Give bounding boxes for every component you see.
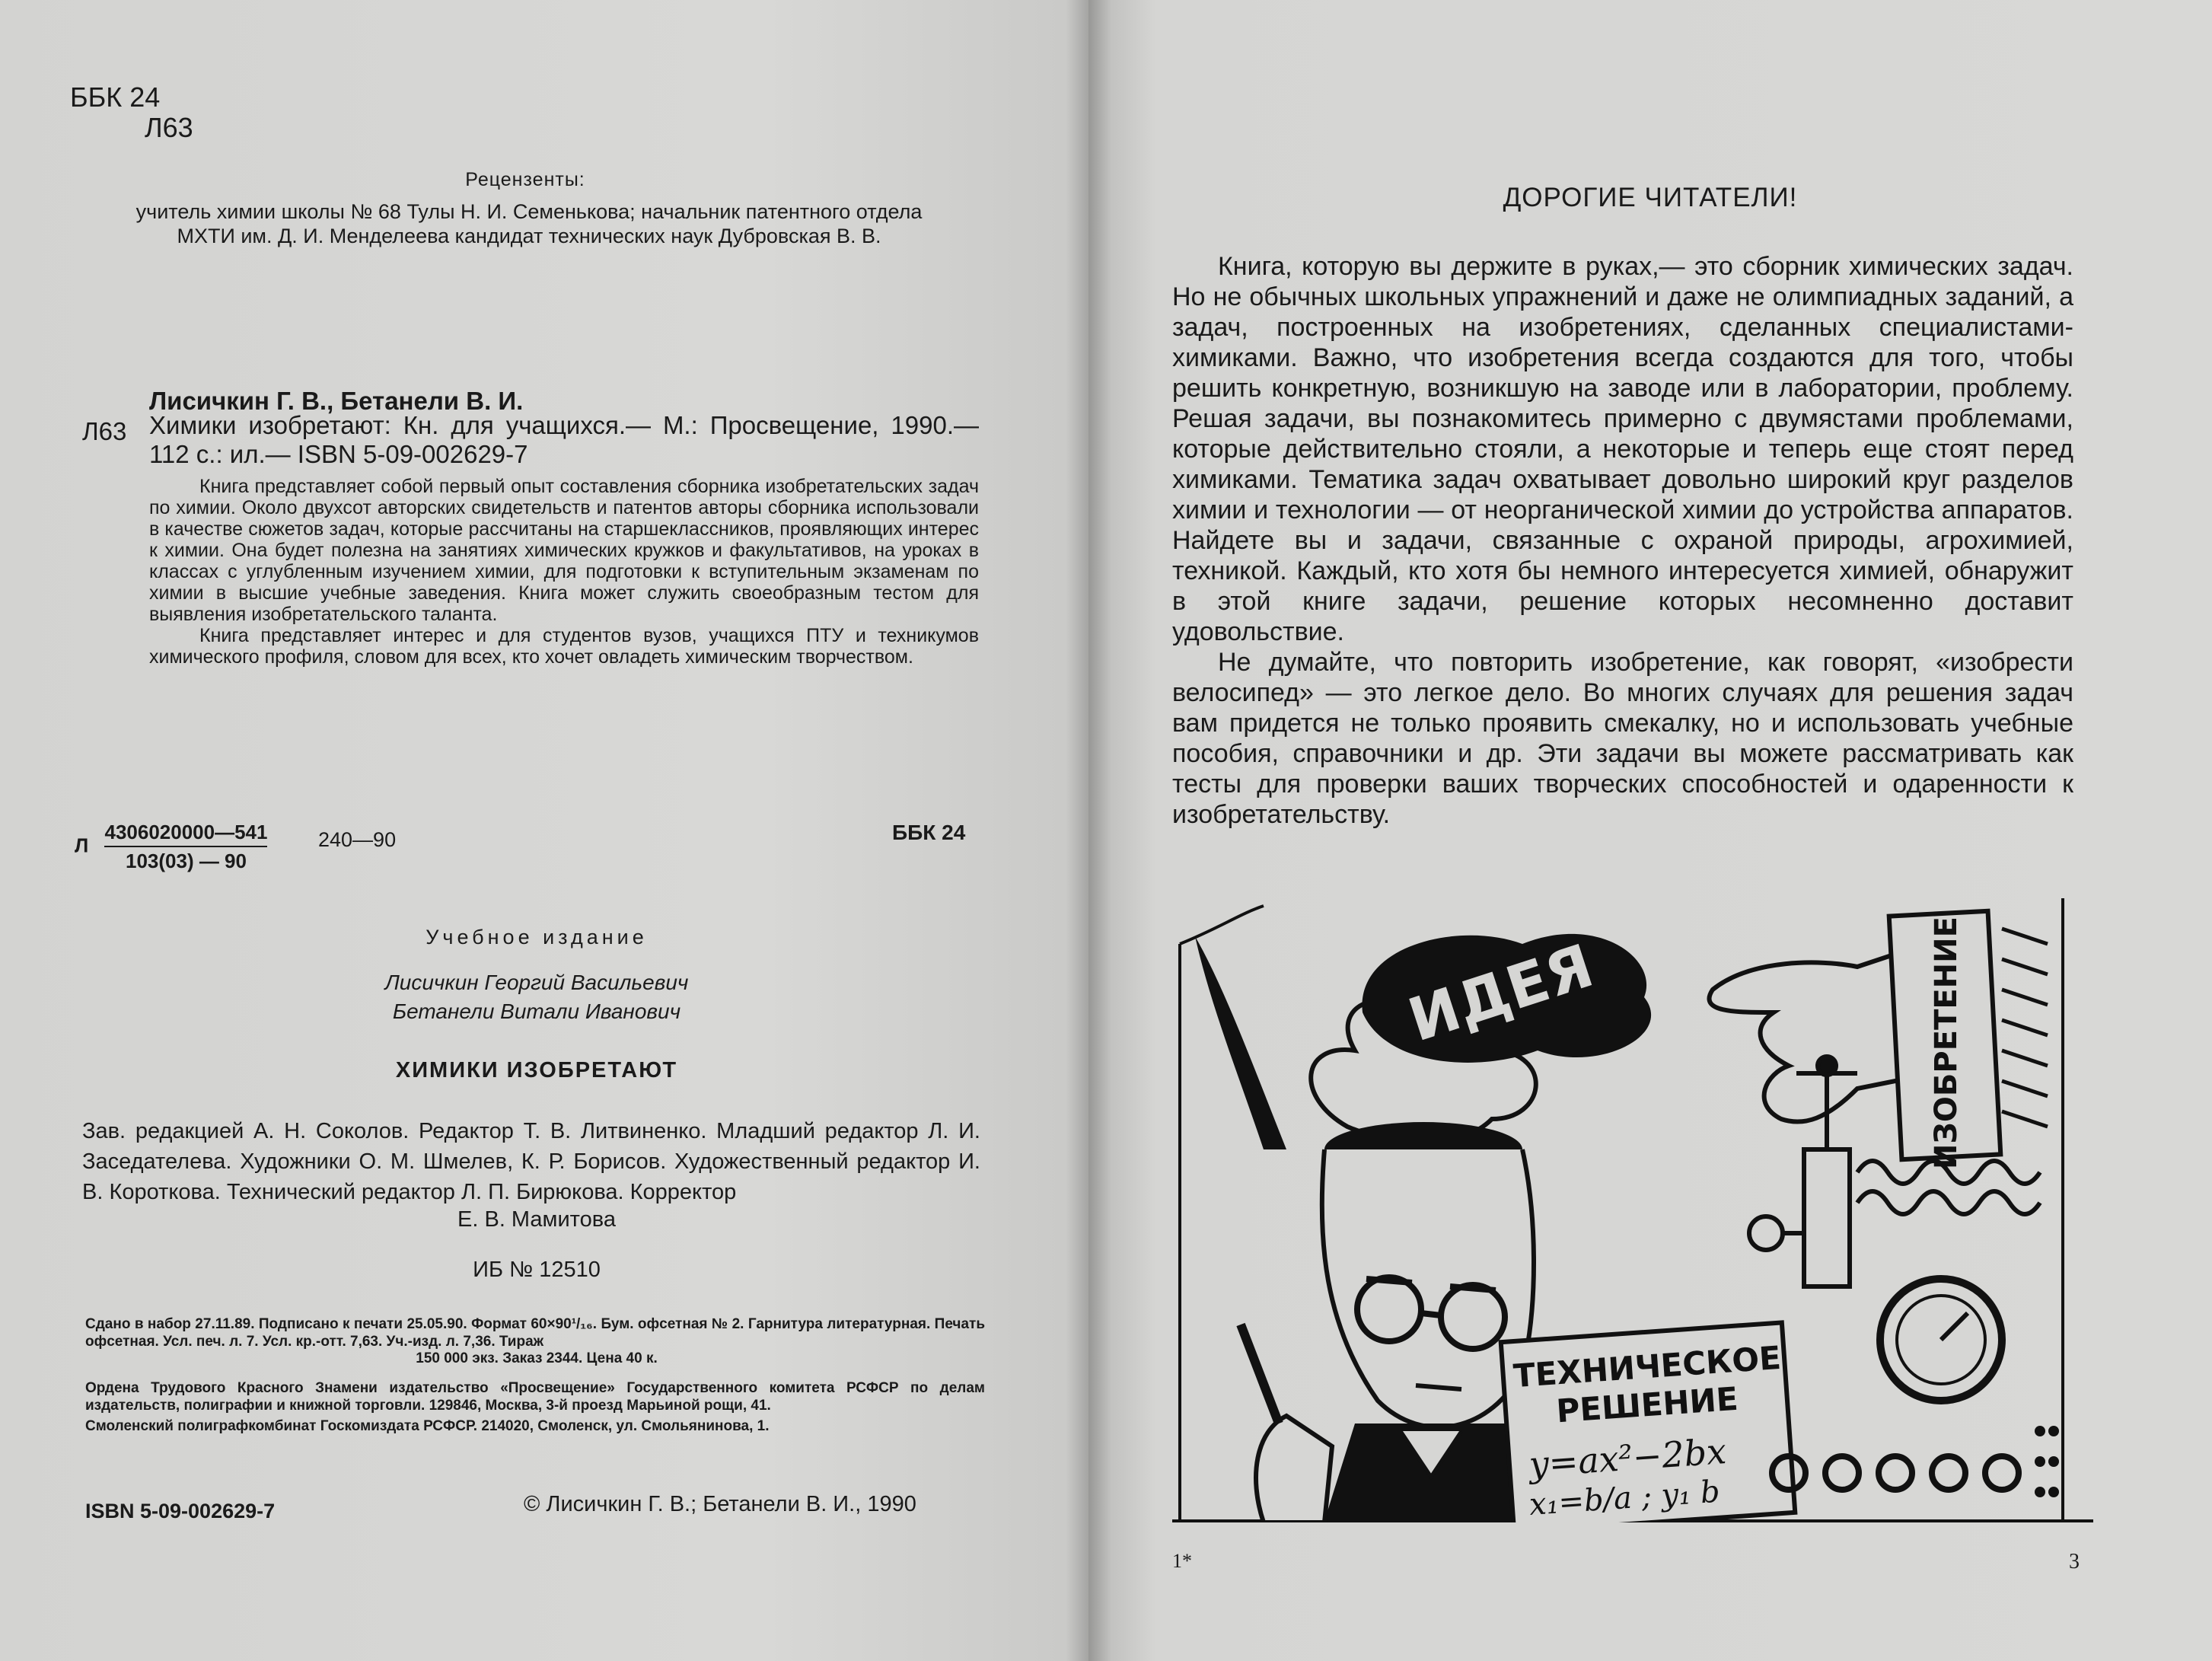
reviewers-text: учитель химии школы № 68 Тулы Н. И. Семенькова; начальник патентного отдела МХТИ им. Д. И. Менделеева кандидат технических наук Дубровская В. В.	[135, 200, 923, 247]
gears	[1772, 1456, 2019, 1490]
formula-line-2: x₁=b/a ; y₁ b	[1528, 1474, 1721, 1522]
editorial-staff-last: Е. В. Мамитова	[457, 1207, 616, 1232]
classification-bbk: ББК 24	[892, 821, 966, 844]
bbk-index	[70, 82, 193, 143]
authors-full-names	[0, 968, 1073, 1026]
annotation-paragraph: Книга представляет собой первый опыт составления сборника изобретательских задач по химии. Около двухсот авторских свидетельств и патентов авторы сборника использовали в качестве сюжетов задач, которые рассчитаны на старшеклассников, проявляющих интерес к химии. Она будет полезна на занятиях химических кружков и факультативов, на уроках в классах с углубленным изучением химии, для подготовки к вступительным экзаменам по химии в высшие учебные заведения. Книга может служить своеобразным тестом для выявления изобретательского таланта.	[149, 476, 979, 625]
authors-heading: Лисичкин Г. В., Бетанели В. И.	[149, 387, 524, 415]
author-mark: Л63	[145, 112, 193, 143]
annotation	[149, 476, 979, 668]
paper-line-1: ТЕХНИЧЕСКОЕ	[1512, 1338, 1783, 1395]
lid-flap	[1195, 936, 1286, 1149]
book-gutter	[1066, 0, 1111, 1661]
idea-word: ИДЕЯ	[1401, 932, 1602, 1056]
reviewers-title: Рецензенты:	[465, 169, 585, 190]
classification-prefix: Л	[75, 834, 89, 857]
bbk-code: ББК 24	[70, 81, 161, 113]
formula-line-1: y=ax²−2bx	[1528, 1430, 1728, 1485]
library-mark: Л63	[82, 417, 127, 445]
copyright: © Лисичкин Г. В.; Бетанели В. И., 1990	[524, 1492, 916, 1516]
preface-paragraph: Не думайте, что повторить изобретение, как говорят, «изобрести велосипед» — это легкое дело. Во многих случаях для решения задач вам придется не только проявить смекалку, но и использовать учебные пособия, справочники и др. Эти задачи вы можете рассматривать как тесты для проверки ваших творческих способностей и одаренности к изобретательству.	[1172, 648, 2073, 829]
classification-middle: 240—90	[318, 828, 397, 851]
preface-text	[1172, 251, 2073, 830]
isbn: ISBN 5-09-002629-7	[85, 1500, 276, 1522]
editorial-staff: Зав. редакцией А. Н. Соколов. Редактор Т. В. Литвиненко. Младший редактор Л. И. Заседателева. Художники О. М. Шмелев, К. Р. Борисов. Художественный редактор И. В. Короткова. Технический редактор Л. П. Бирюкова. Корректор	[82, 1119, 980, 1204]
paper-line-2: РЕШЕНИЕ	[1555, 1379, 1739, 1430]
book-title: ХИМИКИ ИЗОБРЕТАЮТ	[395, 1058, 678, 1082]
inventor-illustration	[1172, 898, 2093, 1522]
edition-type: Учебное издание	[426, 926, 648, 948]
classification-denominator: 103(03) — 90	[125, 850, 247, 872]
print-run: 150 000 экз. Заказ 2344. Цена 40 к.	[416, 1350, 658, 1366]
printer-info: Смоленский полиграфкомбинат Госкомиздата РСФСР. 214020, Смоленск, ул. Смольянинова, 1.	[85, 1418, 770, 1434]
annotation-paragraph: Книга представляет интерес и для студентов вузов, учащихся ПТУ и техникумов химического профиля, словом для всех, кто хочет овладеть химическим творчеством.	[149, 625, 979, 668]
ib-number: ИБ № 12510	[473, 1258, 601, 1282]
publisher-info: Ордена Трудового Красного Знамени издательство «Просвещение» Государственного комитета РСФСР по делам издательств, полиграфии и книжной торговли. 129846, Москва, 3-й проезд Марьиной рощи, 41.	[85, 1380, 985, 1414]
author-name: Бетанели Витали Иванович	[392, 999, 681, 1023]
print-details: Сдано в набор 27.11.89. Подписано к печати 25.05.90. Формат 60×90¹/₁₆. Бум. офсетная № 2. Гарнитура литературная. Печать офсетная. Усл. печ. л. 7. Усл. кр.-отт. 7,63. Уч.-изд. л. 7,36. Тираж	[85, 1316, 985, 1350]
bibliographic-line: Химики изобретают: Кн. для учащихся.— М.: Просвещение, 1990.—112 с.: ил.— ISBN 5-09-002629-7	[149, 411, 979, 468]
classification-fraction	[104, 821, 267, 873]
page-number: 3	[2069, 1550, 2080, 1573]
pen	[1241, 1325, 1279, 1423]
author-name: Лисичкин Георгий Васильевич	[384, 971, 689, 994]
preface-heading: ДОРОГИЕ ЧИТАТЕЛИ!	[1503, 183, 1798, 212]
sign-word: ИЗОБРЕТЕНИЕ	[1929, 917, 1964, 1169]
signature-mark: 1*	[1172, 1550, 1192, 1572]
classification-numerator: 4306020000—541	[104, 821, 267, 847]
preface-paragraph: Книга, которую вы держите в руках,— это сборник химических задач. Но не обычных школьных упражнений и даже не олимпиадных заданий, а задач, построенных на изобретениях, сделанных специалистами-химиками. Важно, что изобретения всегда создаются для того, чтобы решить конкретную, возникшую на заводе или в лаборатории, проблему. Решая задачи, вы познакомитесь примерно с двумястами проблемами, которые действительно стояли, а некоторые и теперь еще стоят перед химиками. Тематика задач охватывает довольно широкий круг разделов химии и технологии — от неорганической химии до устройства аппаратов. Найдете вы и задачи, связанные с охраной природы, агрохимией, техникой. Каждый, кто хотя бы немного интересуется химией, обнаружит в этой книге задачи, решение которых несомненно доставит удовольствие.	[1172, 252, 2073, 646]
classification-code	[75, 821, 267, 873]
